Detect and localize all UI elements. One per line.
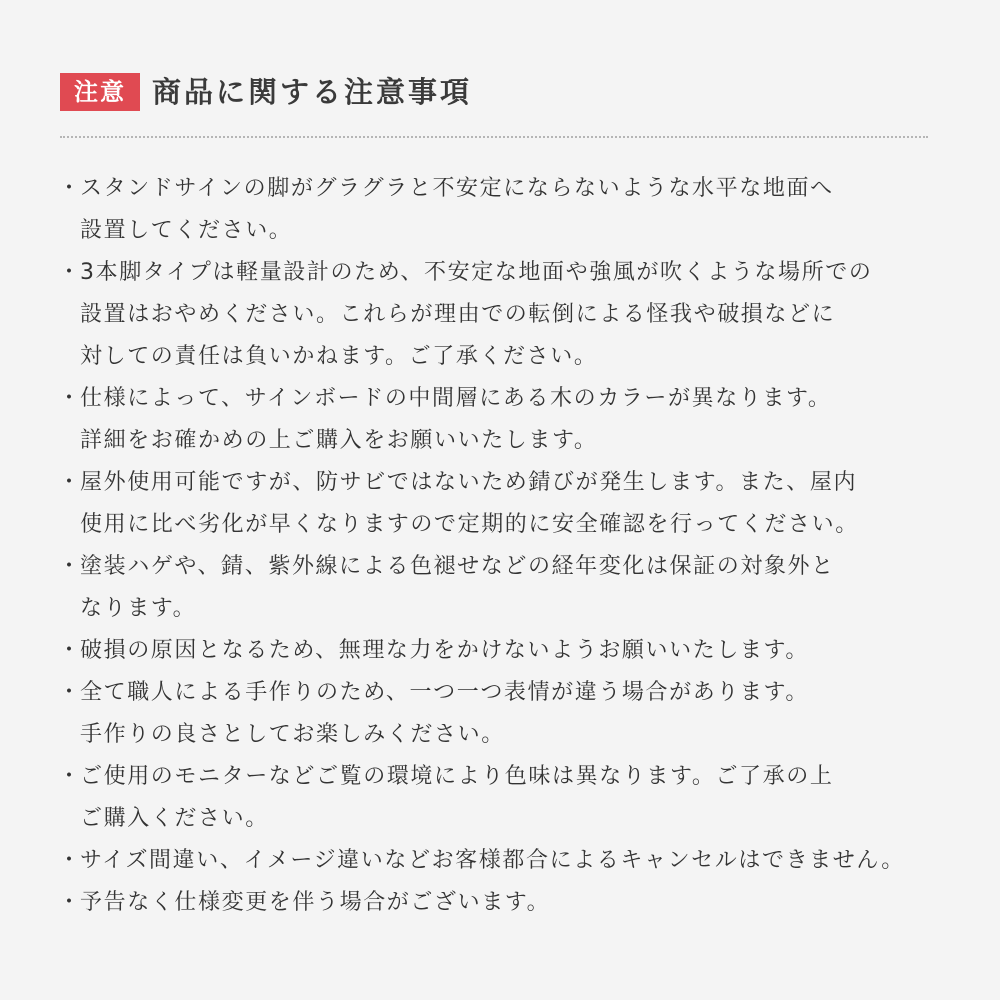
bullet-marker: ・ xyxy=(58,848,82,873)
note-line: 使用に比べ劣化が早くなりますので定期的に安全確認を行ってください。 xyxy=(80,512,859,537)
dotted-divider xyxy=(60,136,928,138)
note-item xyxy=(58,630,978,672)
bullet-marker: ・ xyxy=(58,764,82,789)
note-text xyxy=(80,840,978,882)
note-line: スタンドサインの脚がグラグラと不安定にならないような水平な地面へ xyxy=(80,176,834,201)
note-line: 塗装ハゲや、錆、紫外線による色褪せなどの経年変化は保証の対象外と xyxy=(80,554,835,579)
note-text xyxy=(80,168,978,252)
bullet-marker: ・ xyxy=(58,890,82,915)
note-line: 仕様によって、サインボードの中間層にある木のカラーが異なります。 xyxy=(80,386,832,411)
note-item xyxy=(58,378,978,462)
note-text xyxy=(80,546,978,630)
bullet-marker: ・ xyxy=(58,470,82,495)
note-item xyxy=(58,672,978,756)
note-item xyxy=(58,546,978,630)
note-line: ご使用のモニターなどご覧の環境により色味は異なります。ご了承の上 xyxy=(80,764,834,789)
note-item xyxy=(58,168,978,252)
note-item xyxy=(58,252,978,378)
bullet-marker: ・ xyxy=(58,554,82,579)
bullet-marker: ・ xyxy=(58,176,82,201)
note-text xyxy=(80,252,978,378)
note-line: 全て職人による手作りのため、一つ一つ表情が違う場合があります。 xyxy=(80,680,809,705)
note-text xyxy=(80,672,978,756)
page-title: 商品に関する注意事項 xyxy=(152,75,473,109)
note-line: なります。 xyxy=(80,596,197,621)
note-line: 手作りの良さとしてお楽しみください。 xyxy=(80,722,505,747)
note-line: 対しての責任は負いかねます。ご了承ください。 xyxy=(80,344,598,369)
note-text xyxy=(80,882,978,924)
note-item xyxy=(58,882,978,924)
note-text xyxy=(80,630,978,672)
note-line: サイズ間違い、イメージ違いなどお客様都合によるキャンセルはできません。 xyxy=(80,848,905,873)
note-text xyxy=(80,378,978,462)
bullet-marker: ・ xyxy=(58,386,82,411)
bullet-marker: ・ xyxy=(58,638,82,663)
note-text xyxy=(80,462,978,546)
section-header xyxy=(60,72,472,112)
notes-list xyxy=(58,168,978,924)
bullet-marker: ・ xyxy=(58,680,82,705)
bullet-marker: ・ xyxy=(58,260,82,285)
note-line: 破損の原因となるため、無理な力をかけないようお願いいたします。 xyxy=(80,638,809,663)
note-line: ご購入ください。 xyxy=(80,806,269,831)
caution-badge: 注意 xyxy=(60,73,140,111)
note-line: 予告なく仕様変更を伴う場合がございます。 xyxy=(80,890,551,915)
note-item xyxy=(58,840,978,882)
note-item xyxy=(58,756,978,840)
note-line: 設置してください。 xyxy=(80,218,293,243)
note-text xyxy=(80,756,978,840)
note-line: 設置はおやめください。これらが理由での転倒による怪我や破損などに xyxy=(80,302,836,327)
note-item xyxy=(58,462,978,546)
note-line: 3本脚タイプは軽量設計のため、不安定な地面や強風が吹くような場所での xyxy=(80,260,873,285)
note-line: 屋外使用可能ですが、防サビではないため錆びが発生します。また、屋内 xyxy=(80,470,858,495)
note-line: 詳細をお確かめの上ご購入をお願いいたします。 xyxy=(80,428,598,453)
